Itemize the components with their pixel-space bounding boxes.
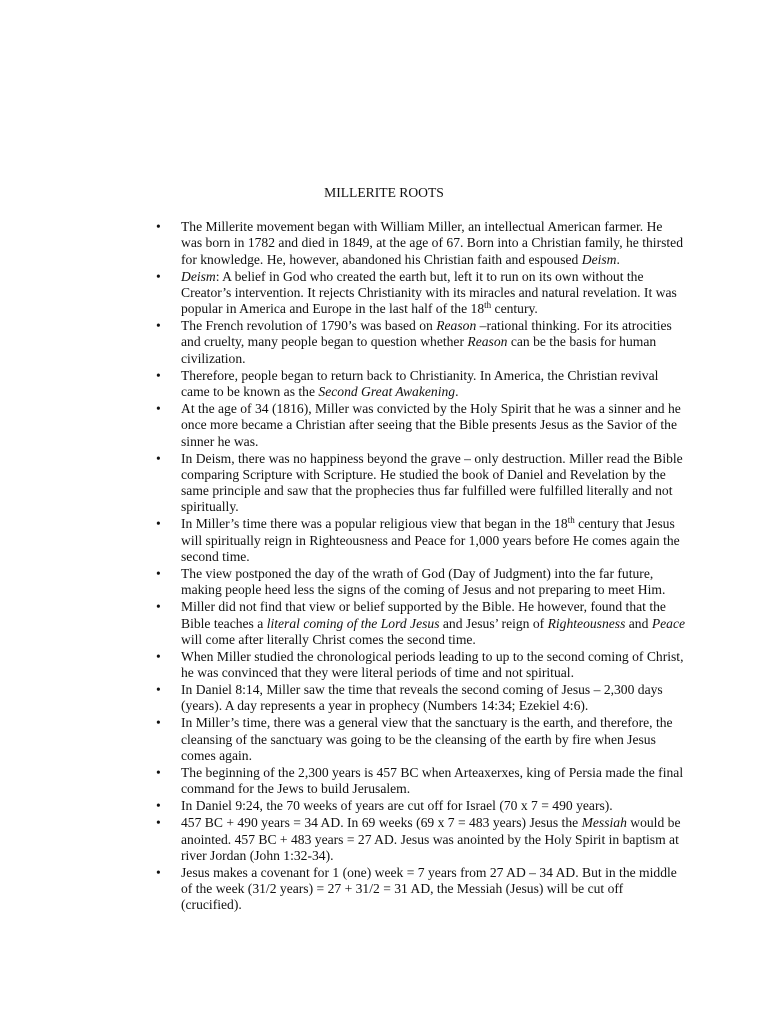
bullet-text: In Deism, there was no happiness beyond the grave – only destruction. Miller read the Bible comparing Scripture with Scripture. He studied the book of Daniel and Revelation by the same principle and saw that the prophecies thus far fulfilled were fulfilled literally and not spiritually.: [181, 450, 683, 515]
bullet-text: –rational thinking. For its atrocities and cruelty, many people began to question whether: [181, 318, 672, 350]
bullet-list: [156, 219, 686, 914]
italic-text: Reason: [436, 318, 477, 334]
bullet-item: [156, 451, 686, 516]
document-title: MILLERITE ROOTS: [324, 185, 444, 200]
italic-text: Messiah: [581, 815, 627, 831]
italic-text: Righteousness: [547, 615, 626, 631]
bullet-text: will come after literally Christ comes the second time.: [181, 631, 476, 647]
bullet-text: .: [616, 251, 620, 267]
bullet-item: [156, 219, 686, 268]
bullet-item: [156, 815, 686, 864]
bullet-text: and: [625, 615, 652, 631]
bullet-text: In Miller’s time there was a popular religious view that began in the 18: [181, 516, 568, 532]
superscript-text: th: [567, 515, 575, 526]
bullet-text: : A belief in God who created the earth but, left it to run on its own without the Creator’s intervention. It rejects Christianity with its miracles and natural revelation. It was popular in America and Europe in the last half of the 18: [181, 268, 677, 317]
italic-text: Second Great Awakening: [318, 384, 456, 400]
italic-text: literal coming of the Lord Jesus: [266, 615, 440, 631]
bullet-item: [156, 765, 686, 798]
bullet-item: [156, 269, 686, 318]
bullet-item: [156, 798, 686, 814]
italic-text: Deism: [181, 268, 216, 284]
bullet-item: [156, 715, 686, 764]
bullet-text: The French revolution of 1790’s was based on: [181, 318, 437, 334]
bullet-text: Jesus makes a covenant for 1 (one) week = 7 years from 27 AD – 34 AD. But in the middle of the week (31/2 years) = 27 + 31/2 = 31 AD, the Messiah (Jesus) will be cut off (crucified).: [181, 864, 677, 913]
bullet-item: [156, 368, 686, 401]
bullet-text: In Daniel 9:24, the 70 weeks of years are cut off for Israel (70 x 7 = 490 years).: [181, 798, 613, 814]
bullet-text: 457 BC + 490 years = 34 AD. In 69 weeks (69 x 7 = 483 years) Jesus the: [181, 815, 582, 831]
bullet-item: [156, 566, 686, 599]
bullet-item: [156, 516, 686, 565]
bullet-item: [156, 865, 686, 914]
bullet-text: The view postponed the day of the wrath of God (Day of Judgment) into the far future, making people heed less the signs of the coming of Jesus and not preparing to meet Him.: [181, 566, 666, 598]
bullet-item: [156, 318, 686, 367]
bullet-text: would be anointed. 457 BC + 483 years = 27 AD. Jesus was anointed by the Holy Spirit in baptism at river Jordan (John 1:32-34).: [181, 815, 681, 863]
bullet-text: When Miller studied the chronological periods leading to up to the second coming of Christ, he was convinced that they were literal periods of time and not spiritual.: [181, 648, 684, 681]
bullet-text: The beginning of the 2,300 years is 457 BC when Arteaxerxes, king of Persia made the final command for the Jews to build Jerusalem.: [181, 765, 684, 797]
bullet-text: The Millerite movement began with William Miller, an intellectual American farmer. He was born in 1782 and died in 1849, at the age of 67. Born into a Christian family, he thirsted for knowledge. He, however, abandoned his Christian faith and espoused: [181, 219, 683, 267]
bullet-text: can be the basis for human civilization.: [181, 334, 657, 366]
bullet-item: [156, 649, 686, 682]
bullet-text: Miller did not find that view or belief supported by the Bible. He however, found that the Bible teaches a: [181, 599, 666, 631]
bullet-item: [156, 599, 686, 648]
bullet-item: [156, 401, 686, 450]
bullet-text: In Daniel 8:14, Miller saw the time that reveals the second coming of Jesus – 2,300 days (years). A day represents a year in prophecy (Numbers 14:34; Ezekiel 4:6).: [181, 682, 663, 714]
bullet-text: century that Jesus will spiritually reign in Righteousness and Peace for 1,000 years before He comes again the second time.: [181, 516, 680, 565]
bullet-text: and Jesus’ reign of: [439, 615, 548, 631]
bullet-text: At the age of 34 (1816), Miller was convicted by the Holy Spirit that he was a sinner and he once more became a Christian after seeing that the Bible presents Jesus as the Savior of the sinner he was.: [181, 401, 681, 449]
bullet-text: Therefore, people began to return back to Christianity. In America, the Christian revival came to be known as the: [181, 367, 659, 400]
bullet-text: .: [455, 384, 459, 400]
italic-text: Peace: [651, 615, 686, 631]
italic-text: Deism: [581, 251, 617, 267]
superscript-text: th: [484, 300, 492, 311]
bullet-text: century.: [491, 301, 538, 317]
bullet-item: [156, 682, 686, 715]
bullet-text: In Miller’s time, there was a general view that the sanctuary is the earth, and therefore, the cleansing of the sanctuary was going to be the cleansing of the earth by fire when Jesus comes again.: [181, 715, 673, 764]
italic-text: Reason: [467, 334, 508, 350]
